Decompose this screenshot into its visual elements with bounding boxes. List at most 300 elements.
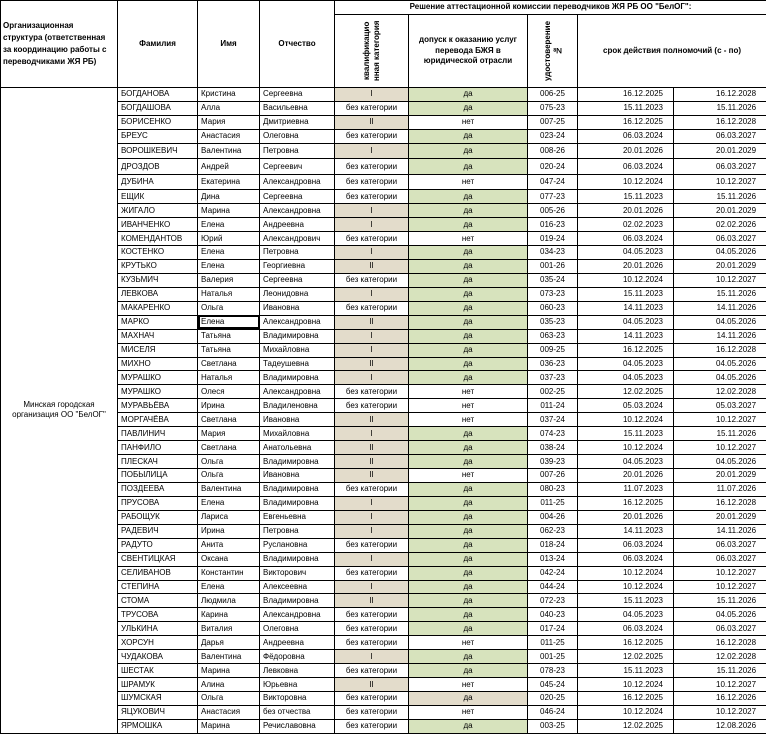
cell-to[interactable]: 10.12.2027 (674, 273, 766, 287)
cell-certificate[interactable]: 004-26 (528, 510, 578, 524)
cell-from[interactable]: 14.11.2023 (578, 329, 674, 343)
cell-from[interactable]: 10.12.2024 (578, 678, 674, 692)
cell-to[interactable]: 15.11.2026 (674, 427, 766, 441)
cell-to[interactable]: 04.05.2026 (674, 357, 766, 371)
cell-certificate[interactable]: 023-24 (528, 129, 578, 143)
header-decision[interactable]: Решение аттестационной комиссии переводчиков ЖЯ РБ ОО "БелОГ": (335, 1, 766, 15)
cell-patronymic[interactable]: Петровна (260, 246, 335, 260)
cell-admission[interactable]: да (409, 357, 528, 371)
cell-certificate[interactable]: 035-24 (528, 273, 578, 287)
cell-patronymic[interactable]: Ивановна (260, 301, 335, 315)
cell-name[interactable]: Светлана (198, 441, 260, 455)
cell-certificate[interactable]: 060-23 (528, 301, 578, 315)
cell-certificate[interactable]: 035-23 (528, 315, 578, 329)
header-certificate[interactable] (528, 15, 578, 88)
cell-admission[interactable]: да (409, 455, 528, 469)
cell-surname[interactable]: ЯРМОШКА (118, 719, 198, 733)
cell-admission[interactable]: да (409, 692, 528, 706)
cell-patronymic[interactable]: Владимировна (260, 455, 335, 469)
cell-certificate[interactable]: 072-23 (528, 594, 578, 608)
cell-name[interactable]: Валерия (198, 273, 260, 287)
cell-to[interactable]: 06.03.2027 (674, 159, 766, 175)
cell-admission[interactable]: да (409, 650, 528, 664)
cell-patronymic[interactable]: Владимировна (260, 496, 335, 510)
cell-category[interactable]: I (335, 143, 409, 159)
cell-surname[interactable]: СТЕПИНА (118, 580, 198, 594)
cell-surname[interactable]: КРУТЬКО (118, 259, 198, 273)
cell-surname[interactable]: ЧУДАКОВА (118, 650, 198, 664)
header-qualification[interactable] (335, 15, 409, 88)
cell-category[interactable]: без категории (335, 482, 409, 496)
header-name[interactable]: Имя (198, 1, 260, 88)
cell-surname[interactable]: БОГДАШОВА (118, 101, 198, 115)
cell-from[interactable]: 15.11.2023 (578, 594, 674, 608)
cell-to[interactable]: 06.03.2027 (674, 538, 766, 552)
cell-admission[interactable]: да (409, 608, 528, 622)
cell-admission[interactable]: да (409, 580, 528, 594)
cell-patronymic[interactable]: Александровна (260, 385, 335, 399)
cell-patronymic[interactable]: без отчества (260, 705, 335, 719)
cell-category[interactable]: без категории (335, 538, 409, 552)
cell-certificate[interactable]: 001-25 (528, 650, 578, 664)
cell-admission[interactable]: нет (409, 636, 528, 650)
cell-category[interactable]: I (335, 218, 409, 232)
cell-admission[interactable]: нет (409, 413, 528, 427)
cell-category[interactable]: II (335, 469, 409, 483)
cell-from[interactable]: 15.11.2023 (578, 101, 674, 115)
cell-name[interactable]: Анастасия (198, 705, 260, 719)
cell-from[interactable]: 16.12.2025 (578, 692, 674, 706)
cell-category[interactable]: II (335, 357, 409, 371)
cell-patronymic[interactable]: Леонидовна (260, 287, 335, 301)
cell-surname[interactable]: МИСЕЛЯ (118, 343, 198, 357)
cell-category[interactable]: без категории (335, 101, 409, 115)
cell-to[interactable]: 14.11.2026 (674, 524, 766, 538)
cell-admission[interactable]: да (409, 101, 528, 115)
cell-category[interactable]: II (335, 413, 409, 427)
cell-from[interactable]: 06.03.2024 (578, 232, 674, 246)
cell-name[interactable]: Екатерина (198, 174, 260, 190)
cell-to[interactable]: 15.11.2026 (674, 664, 766, 678)
cell-patronymic[interactable]: Владимировна (260, 371, 335, 385)
cell-from[interactable]: 06.03.2024 (578, 538, 674, 552)
cell-category[interactable]: без категории (335, 232, 409, 246)
cell-from[interactable]: 10.12.2024 (578, 566, 674, 580)
cell-admission[interactable]: да (409, 301, 528, 315)
cell-to[interactable]: 10.12.2027 (674, 566, 766, 580)
cell-from[interactable]: 04.05.2023 (578, 371, 674, 385)
cell-category[interactable]: I (335, 510, 409, 524)
cell-surname[interactable]: ДУБИНА (118, 174, 198, 190)
cell-from[interactable]: 14.11.2023 (578, 524, 674, 538)
cell-patronymic[interactable]: Алексеевна (260, 580, 335, 594)
cell-certificate[interactable]: 017-24 (528, 622, 578, 636)
cell-admission[interactable]: да (409, 496, 528, 510)
cell-admission[interactable]: да (409, 204, 528, 218)
cell-from[interactable]: 15.11.2023 (578, 664, 674, 678)
cell-to[interactable]: 15.11.2026 (674, 287, 766, 301)
cell-patronymic[interactable]: Владимировна (260, 552, 335, 566)
cell-admission[interactable]: нет (409, 385, 528, 399)
cell-name[interactable]: Наталья (198, 287, 260, 301)
cell-category[interactable]: I (335, 371, 409, 385)
cell-surname[interactable]: ПЛЕСКАЧ (118, 455, 198, 469)
cell-surname[interactable]: ХОРСУН (118, 636, 198, 650)
cell-patronymic[interactable]: Олеговна (260, 129, 335, 143)
cell-patronymic[interactable]: Владимировна (260, 482, 335, 496)
cell-patronymic[interactable]: Дмитриевна (260, 115, 335, 129)
cell-name[interactable]: Виталия (198, 622, 260, 636)
cell-certificate[interactable]: 011-24 (528, 399, 578, 413)
cell-from[interactable]: 06.03.2024 (578, 129, 674, 143)
cell-certificate[interactable]: 006-25 (528, 88, 578, 102)
cell-to[interactable]: 10.12.2027 (674, 678, 766, 692)
cell-patronymic[interactable]: Викторович (260, 566, 335, 580)
cell-name[interactable]: Алла (198, 101, 260, 115)
cell-to[interactable]: 15.11.2026 (674, 594, 766, 608)
cell-to[interactable]: 12.08.2026 (674, 719, 766, 733)
cell-admission[interactable]: да (409, 510, 528, 524)
cell-from[interactable]: 16.12.2025 (578, 115, 674, 129)
cell-patronymic[interactable]: Михайловна (260, 343, 335, 357)
cell-admission[interactable]: нет (409, 469, 528, 483)
cell-admission[interactable]: да (409, 143, 528, 159)
cell-patronymic[interactable]: Андреевна (260, 218, 335, 232)
cell-to[interactable]: 20.01.2029 (674, 204, 766, 218)
cell-admission[interactable]: да (409, 482, 528, 496)
cell-admission[interactable]: да (409, 129, 528, 143)
cell-category[interactable]: II (335, 441, 409, 455)
cell-certificate[interactable]: 036-23 (528, 357, 578, 371)
cell-surname[interactable]: КОСТЕНКО (118, 246, 198, 260)
cell-surname[interactable]: СВЕНТИЦКАЯ (118, 552, 198, 566)
cell-category[interactable]: без категории (335, 705, 409, 719)
cell-from[interactable]: 04.05.2023 (578, 455, 674, 469)
cell-surname[interactable]: МАХНАЧ (118, 329, 198, 343)
header-patronymic[interactable]: Отчество (260, 1, 335, 88)
cell-surname[interactable]: ЛЕВКОВА (118, 287, 198, 301)
cell-category[interactable]: без категории (335, 273, 409, 287)
cell-to[interactable]: 10.12.2027 (674, 413, 766, 427)
cell-certificate[interactable]: 018-24 (528, 538, 578, 552)
cell-surname[interactable]: ПАВЛИНИЧ (118, 427, 198, 441)
cell-admission[interactable]: нет (409, 232, 528, 246)
cell-admission[interactable]: да (409, 329, 528, 343)
cell-to[interactable]: 06.03.2027 (674, 232, 766, 246)
cell-certificate[interactable]: 003-25 (528, 719, 578, 733)
cell-certificate[interactable]: 037-24 (528, 413, 578, 427)
cell-surname[interactable]: БОРИСЕНКО (118, 115, 198, 129)
cell-from[interactable]: 10.12.2024 (578, 413, 674, 427)
cell-name[interactable]: Анита (198, 538, 260, 552)
cell-patronymic[interactable]: Юрьевна (260, 678, 335, 692)
cell-patronymic[interactable]: Евгеньевна (260, 510, 335, 524)
cell-surname[interactable]: МУРАШКО (118, 385, 198, 399)
cell-category[interactable]: I (335, 496, 409, 510)
cell-patronymic[interactable]: Сергеевна (260, 273, 335, 287)
cell-from[interactable]: 14.11.2023 (578, 301, 674, 315)
cell-to[interactable]: 04.05.2026 (674, 371, 766, 385)
cell-certificate[interactable]: 044-24 (528, 580, 578, 594)
cell-admission[interactable]: да (409, 190, 528, 204)
cell-from[interactable]: 16.12.2025 (578, 88, 674, 102)
cell-from[interactable]: 12.02.2025 (578, 650, 674, 664)
cell-surname[interactable]: ТРУСОВА (118, 608, 198, 622)
cell-admission[interactable]: нет (409, 678, 528, 692)
cell-patronymic[interactable]: Олеговна (260, 622, 335, 636)
cell-to[interactable]: 10.12.2027 (674, 441, 766, 455)
cell-patronymic[interactable]: Левковна (260, 664, 335, 678)
cell-certificate[interactable]: 007-26 (528, 469, 578, 483)
cell-to[interactable]: 16.12.2028 (674, 496, 766, 510)
cell-patronymic[interactable]: Александровна (260, 315, 335, 329)
cell-patronymic[interactable]: Владимировна (260, 594, 335, 608)
cell-to[interactable]: 15.11.2026 (674, 190, 766, 204)
cell-name[interactable]: Елена (198, 315, 260, 329)
cell-certificate[interactable]: 047-24 (528, 174, 578, 190)
cell-name[interactable]: Ольга (198, 301, 260, 315)
cell-certificate[interactable]: 007-25 (528, 115, 578, 129)
cell-from[interactable]: 10.12.2024 (578, 705, 674, 719)
cell-from[interactable]: 06.03.2024 (578, 622, 674, 636)
cell-name[interactable]: Валентина (198, 650, 260, 664)
cell-category[interactable]: без категории (335, 692, 409, 706)
cell-from[interactable]: 16.12.2025 (578, 343, 674, 357)
cell-to[interactable]: 20.01.2029 (674, 510, 766, 524)
cell-to[interactable]: 06.03.2027 (674, 552, 766, 566)
cell-from[interactable]: 11.07.2023 (578, 482, 674, 496)
cell-patronymic[interactable]: Владимировна (260, 329, 335, 343)
cell-admission[interactable]: да (409, 259, 528, 273)
cell-admission[interactable]: да (409, 218, 528, 232)
cell-patronymic[interactable]: Сергеевич (260, 159, 335, 175)
cell-from[interactable]: 20.01.2026 (578, 469, 674, 483)
cell-category[interactable]: без категории (335, 566, 409, 580)
cell-surname[interactable]: РАБОЩУК (118, 510, 198, 524)
cell-certificate[interactable]: 037-23 (528, 371, 578, 385)
cell-from[interactable]: 04.05.2023 (578, 608, 674, 622)
cell-surname[interactable]: РАДУТО (118, 538, 198, 552)
cell-category[interactable]: II (335, 455, 409, 469)
cell-certificate[interactable]: 005-26 (528, 204, 578, 218)
cell-name[interactable]: Светлана (198, 357, 260, 371)
cell-from[interactable]: 06.03.2024 (578, 159, 674, 175)
cell-from[interactable]: 15.11.2023 (578, 427, 674, 441)
cell-name[interactable]: Татьяна (198, 343, 260, 357)
cell-surname[interactable]: РАДЕВИЧ (118, 524, 198, 538)
cell-category[interactable]: без категории (335, 399, 409, 413)
cell-category[interactable]: I (335, 650, 409, 664)
cell-surname[interactable]: ЖИГАЛО (118, 204, 198, 218)
cell-category[interactable]: без категории (335, 174, 409, 190)
cell-name[interactable]: Валентина (198, 482, 260, 496)
cell-certificate[interactable]: 042-24 (528, 566, 578, 580)
cell-surname[interactable]: БОГДАНОВА (118, 88, 198, 102)
cell-from[interactable]: 04.05.2023 (578, 357, 674, 371)
cell-certificate[interactable]: 013-24 (528, 552, 578, 566)
cell-admission[interactable]: да (409, 246, 528, 260)
header-admission[interactable]: допуск к оказанию услуг перевода БЖЯ в юридической отрасли (409, 15, 528, 88)
cell-category[interactable]: без категории (335, 190, 409, 204)
cell-surname[interactable]: ИВАНЧЕНКО (118, 218, 198, 232)
cell-category[interactable]: I (335, 88, 409, 102)
cell-from[interactable]: 12.02.2025 (578, 385, 674, 399)
cell-patronymic[interactable]: Петровна (260, 524, 335, 538)
cell-admission[interactable]: да (409, 566, 528, 580)
cell-patronymic[interactable]: Викторовна (260, 692, 335, 706)
cell-patronymic[interactable]: Речиславовна (260, 719, 335, 733)
cell-name[interactable]: Елена (198, 218, 260, 232)
cell-name[interactable]: Марина (198, 204, 260, 218)
cell-from[interactable]: 20.01.2026 (578, 510, 674, 524)
cell-name[interactable]: Ирина (198, 399, 260, 413)
cell-name[interactable]: Марина (198, 719, 260, 733)
cell-patronymic[interactable]: Андреевна (260, 636, 335, 650)
cell-name[interactable]: Наталья (198, 371, 260, 385)
cell-category[interactable]: II (335, 115, 409, 129)
cell-name[interactable]: Елена (198, 259, 260, 273)
cell-from[interactable]: 02.02.2023 (578, 218, 674, 232)
cell-patronymic[interactable]: Александровна (260, 174, 335, 190)
cell-name[interactable]: Светлана (198, 413, 260, 427)
cell-surname[interactable]: СТОМА (118, 594, 198, 608)
cell-name[interactable]: Елена (198, 496, 260, 510)
cell-to[interactable]: 04.05.2026 (674, 315, 766, 329)
cell-surname[interactable]: ПАНФИЛО (118, 441, 198, 455)
cell-surname[interactable]: МИХНО (118, 357, 198, 371)
cell-name[interactable]: Ольга (198, 469, 260, 483)
cell-surname[interactable]: ПОЗДЕЕВА (118, 482, 198, 496)
cell-from[interactable]: 16.12.2025 (578, 636, 674, 650)
cell-name[interactable]: Анастасия (198, 129, 260, 143)
cell-admission[interactable]: да (409, 524, 528, 538)
cell-patronymic[interactable]: Георгиевна (260, 259, 335, 273)
header-validity[interactable]: срок действия полномочий (с - по) (578, 15, 766, 88)
cell-to[interactable]: 06.03.2027 (674, 622, 766, 636)
cell-surname[interactable]: ПРУСОВА (118, 496, 198, 510)
cell-from[interactable]: 10.12.2024 (578, 580, 674, 594)
cell-name[interactable]: Ольга (198, 455, 260, 469)
cell-to[interactable]: 14.11.2026 (674, 329, 766, 343)
cell-certificate[interactable]: 011-25 (528, 496, 578, 510)
cell-admission[interactable]: да (409, 441, 528, 455)
cell-surname[interactable]: МУРАВЬЁВА (118, 399, 198, 413)
cell-category[interactable]: без категории (335, 719, 409, 733)
cell-to[interactable]: 04.05.2026 (674, 455, 766, 469)
cell-certificate[interactable]: 063-23 (528, 329, 578, 343)
cell-surname[interactable]: ШРАМУК (118, 678, 198, 692)
cell-surname[interactable]: МАРКО (118, 315, 198, 329)
cell-name[interactable]: Юрий (198, 232, 260, 246)
cell-to[interactable]: 20.01.2029 (674, 143, 766, 159)
cell-surname[interactable]: ЯЦУКОВИЧ (118, 705, 198, 719)
cell-to[interactable]: 16.12.2028 (674, 115, 766, 129)
cell-to[interactable]: 05.03.2027 (674, 399, 766, 413)
cell-admission[interactable]: нет (409, 399, 528, 413)
cell-name[interactable]: Людмила (198, 594, 260, 608)
cell-admission[interactable]: да (409, 538, 528, 552)
cell-certificate[interactable]: 002-25 (528, 385, 578, 399)
cell-admission[interactable]: да (409, 719, 528, 733)
cell-category[interactable]: без категории (335, 622, 409, 636)
cell-surname[interactable]: ШЕСТАК (118, 664, 198, 678)
cell-surname[interactable]: МОРГАЧЁВА (118, 413, 198, 427)
cell-from[interactable]: 04.05.2023 (578, 315, 674, 329)
cell-name[interactable]: Кристина (198, 88, 260, 102)
cell-from[interactable]: 16.12.2025 (578, 496, 674, 510)
cell-category[interactable]: без категории (335, 664, 409, 678)
cell-name[interactable]: Елена (198, 580, 260, 594)
cell-category[interactable]: без категории (335, 159, 409, 175)
cell-to[interactable]: 20.01.2029 (674, 469, 766, 483)
cell-to[interactable]: 06.03.2027 (674, 129, 766, 143)
cell-category[interactable]: без категории (335, 129, 409, 143)
cell-name[interactable]: Андрей (198, 159, 260, 175)
cell-admission[interactable]: да (409, 273, 528, 287)
cell-from[interactable]: 10.12.2024 (578, 273, 674, 287)
cell-certificate[interactable]: 040-23 (528, 608, 578, 622)
cell-name[interactable]: Оксана (198, 552, 260, 566)
cell-certificate[interactable]: 020-25 (528, 692, 578, 706)
cell-surname[interactable]: УЛЬКИНА (118, 622, 198, 636)
cell-from[interactable]: 06.03.2024 (578, 552, 674, 566)
cell-patronymic[interactable]: Александровна (260, 608, 335, 622)
cell-from[interactable]: 20.01.2026 (578, 204, 674, 218)
cell-certificate[interactable]: 038-24 (528, 441, 578, 455)
cell-certificate[interactable]: 016-23 (528, 218, 578, 232)
cell-admission[interactable]: да (409, 371, 528, 385)
cell-certificate[interactable]: 073-23 (528, 287, 578, 301)
cell-certificate[interactable]: 039-23 (528, 455, 578, 469)
cell-category[interactable]: без категории (335, 636, 409, 650)
cell-admission[interactable]: да (409, 427, 528, 441)
cell-from[interactable]: 15.11.2023 (578, 287, 674, 301)
cell-category[interactable]: I (335, 204, 409, 218)
cell-to[interactable]: 04.05.2026 (674, 246, 766, 260)
cell-category[interactable]: II (335, 678, 409, 692)
header-surname[interactable]: Фамилия (118, 1, 198, 88)
cell-category[interactable]: I (335, 580, 409, 594)
cell-to[interactable]: 16.12.2028 (674, 636, 766, 650)
cell-admission[interactable]: нет (409, 174, 528, 190)
cell-from[interactable]: 15.11.2023 (578, 190, 674, 204)
cell-certificate[interactable]: 075-23 (528, 101, 578, 115)
cell-category[interactable]: без категории (335, 301, 409, 315)
cell-name[interactable]: Дина (198, 190, 260, 204)
cell-patronymic[interactable]: Ивановна (260, 469, 335, 483)
organization-cell[interactable]: Минская городская организация ОО "БелОГ" (1, 88, 118, 734)
cell-to[interactable]: 16.12.2026 (674, 692, 766, 706)
cell-admission[interactable]: да (409, 552, 528, 566)
cell-to[interactable]: 10.12.2027 (674, 174, 766, 190)
cell-name[interactable]: Мария (198, 115, 260, 129)
cell-patronymic[interactable]: Руслановна (260, 538, 335, 552)
cell-admission[interactable]: нет (409, 115, 528, 129)
cell-name[interactable]: Татьяна (198, 329, 260, 343)
cell-patronymic[interactable]: Анатольевна (260, 441, 335, 455)
cell-certificate[interactable]: 020-24 (528, 159, 578, 175)
cell-to[interactable]: 04.05.2026 (674, 608, 766, 622)
cell-surname[interactable]: БРЕУС (118, 129, 198, 143)
cell-certificate[interactable]: 046-24 (528, 705, 578, 719)
cell-patronymic[interactable]: Ивановна (260, 413, 335, 427)
cell-category[interactable]: I (335, 343, 409, 357)
cell-surname[interactable]: МАКАРЕНКО (118, 301, 198, 315)
cell-to[interactable]: 11.07.2026 (674, 482, 766, 496)
cell-certificate[interactable]: 011-25 (528, 636, 578, 650)
cell-certificate[interactable]: 008-26 (528, 143, 578, 159)
cell-to[interactable]: 15.11.2026 (674, 101, 766, 115)
